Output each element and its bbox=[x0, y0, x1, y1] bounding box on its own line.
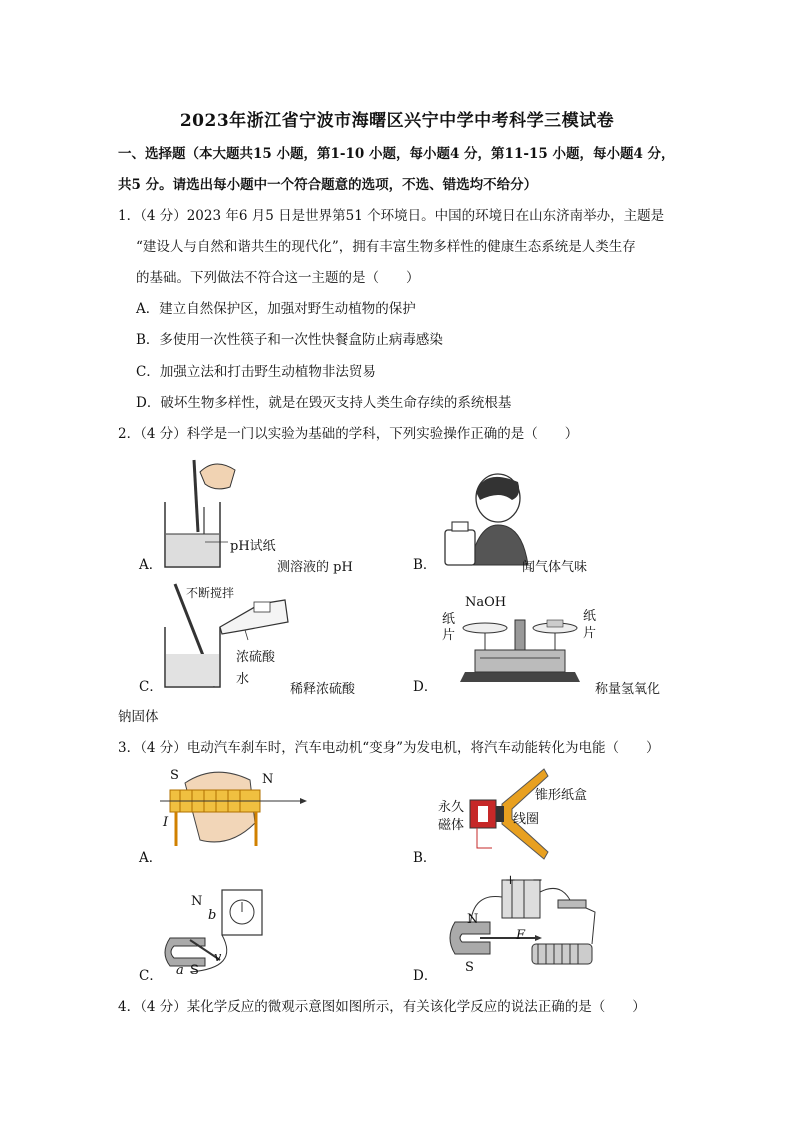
q2-c-caption: 稀释浓硫酸 bbox=[290, 682, 356, 697]
q2-a-caption: 测溶液的 pH bbox=[277, 560, 353, 575]
q2-stem: 2．（4 分）科学是一门以实验为基础的学科，下列实验操作正确的是（ ） bbox=[118, 426, 579, 442]
q2-option-a-letter: A． bbox=[139, 557, 163, 573]
q3-option-b-letter: B． bbox=[413, 850, 437, 866]
q2-a-ph-label: pH试纸 bbox=[230, 539, 276, 554]
q3-a-s-label: S bbox=[170, 768, 179, 783]
q3-option-c-letter: C． bbox=[139, 968, 163, 984]
q3-figure-a bbox=[160, 768, 310, 848]
q2-d-naoh-label: NaOH bbox=[465, 595, 507, 610]
q2-d-caption-line1: 称量氢氧化 bbox=[595, 682, 661, 697]
q3-a-n-label: N bbox=[262, 772, 274, 787]
q2-option-c-letter: C． bbox=[139, 679, 163, 695]
q3-stem: 3．（4 分）电动汽车刹车时，汽车电动机“变身”为发电机，将汽车动能转化为电能（ ） bbox=[118, 740, 660, 756]
q2-d-paper-left-bottom: 片 bbox=[442, 628, 456, 643]
q3-c-b-label: b bbox=[208, 908, 217, 923]
q2-d-paper-right-bottom: 片 bbox=[583, 626, 597, 641]
q2-d-paper-right-top: 纸 bbox=[583, 609, 597, 624]
q3-b-magnet-label-bottom: 磁体 bbox=[438, 818, 465, 833]
q1-option-c: C．加强立法和打击野生动植物非法贸易 bbox=[136, 364, 376, 380]
q3-c-s-label: S bbox=[190, 963, 199, 978]
q1-option-d: D．破坏生物多样性，就是在毁灭支持人类生命存续的系统根基 bbox=[136, 395, 512, 411]
page-title: 2023年浙江省宁波市海曙区兴宁中学中考科学三模试卷 bbox=[179, 111, 615, 131]
q3-b-coil-label: 线圈 bbox=[513, 812, 540, 827]
q1-option-a: A．建立自然保护区，加强对野生动植物的保护 bbox=[136, 301, 416, 317]
q2-figure-d bbox=[455, 610, 585, 690]
q3-option-a-letter: A． bbox=[139, 850, 163, 866]
section-heading-line2: 共5 分。请选出每小题中一个符合题意的选项，不选、错选均不给分） bbox=[118, 177, 538, 193]
q2-option-d-letter: D． bbox=[413, 679, 438, 695]
q3-c-a-label: a bbox=[176, 963, 184, 978]
q3-a-i-label: I bbox=[163, 815, 169, 830]
q3-d-f-label: F bbox=[516, 928, 526, 943]
section-heading-line1: 一、选择题（本大题共15 小题，第1-10 小题，每小题4 分，第11-15 小题，每小题4 分， bbox=[118, 146, 675, 162]
q3-d-s-label: S bbox=[465, 960, 474, 975]
q2-c-acid-label: 浓硫酸 bbox=[236, 650, 276, 665]
q1-stem-line3: 的基础。下列做法不符合这一主题的是（ ） bbox=[136, 270, 420, 286]
q2-b-caption: 闻气体气味 bbox=[522, 560, 588, 575]
q4-stem: 4．（4 分）某化学反应的微观示意图如图所示，有关该化学反应的说法正确的是（ ） bbox=[118, 999, 646, 1015]
q1-stem-line2: “建设人与自然和谐共生的现代化”，拥有丰富生物多样性的健康生态系统是人类生存 bbox=[136, 239, 636, 255]
q3-c-n-label: N bbox=[191, 894, 203, 909]
q2-c-water-label: 水 bbox=[236, 672, 250, 687]
q3-c-v-label: v bbox=[214, 950, 222, 965]
q2-d-paper-left-top: 纸 bbox=[442, 612, 456, 627]
q2-option-b-letter: B． bbox=[413, 557, 437, 573]
q3-b-cone-label: 锥形纸盒 bbox=[535, 788, 588, 803]
q3-d-n-label: N bbox=[467, 912, 479, 927]
q1-stem-line1: 1．（4 分）2023 年6 月5 日是世界第51 个环境日。中国的环境日在山东济南举办，主题是 bbox=[118, 208, 665, 224]
q3-d-minus-label: − bbox=[532, 873, 543, 888]
q3-b-magnet-label-top: 永久 bbox=[438, 800, 465, 815]
q2-figure-b bbox=[440, 470, 530, 570]
q3-option-d-letter: D． bbox=[413, 968, 438, 984]
q2-figure-a bbox=[160, 452, 280, 572]
q2-c-stir-label: 不断搅拌 bbox=[186, 586, 235, 600]
q3-d-plus-label: + bbox=[505, 873, 516, 888]
q1-option-b: B．多使用一次性筷子和一次性快餐盒防止病毒感染 bbox=[136, 332, 443, 348]
q2-d-caption-line2: 钠固体 bbox=[118, 709, 159, 725]
q3-figure-d bbox=[440, 872, 600, 977]
